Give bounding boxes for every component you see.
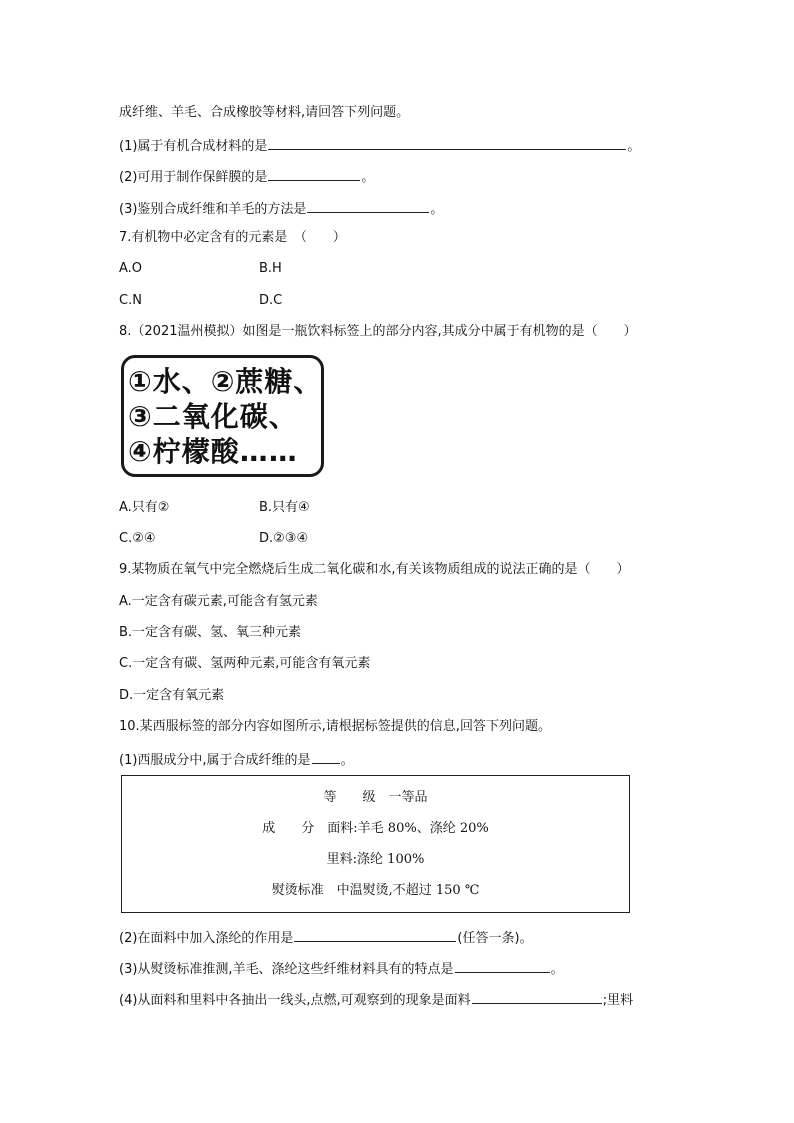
question-10-sub-2 <box>119 927 533 945</box>
tag-ironing-row: 熨烫标准 中温熨烫,不超过 150 ℃ <box>271 883 480 898</box>
subquestion-1-end: 。 <box>627 139 641 154</box>
subquestion-2 <box>119 166 374 184</box>
subquestion-3-text: (3)鉴别合成纤维和羊毛的方法是 <box>119 202 307 217</box>
drink-label-line-2: ③二氧化碳、 <box>128 400 298 433</box>
question-10-sub-3-text: (3)从熨烫标准推测,羊毛、涤纶这些纤维材料具有的特点是 <box>119 962 454 977</box>
subquestion-3-end: 。 <box>430 202 444 217</box>
question-9-option-b[interactable]: B.一定含有碳、氢、氧三种元素 <box>119 625 302 640</box>
subquestion-3 <box>119 198 443 216</box>
answer-blank[interactable] <box>307 198 429 213</box>
question-8-option-d[interactable]: D.②③④ <box>259 531 309 546</box>
question-9-stem: 9.某物质在氧气中完全燃烧后生成二氧化碳和水,有关该物质组成的说法正确的是（ ） <box>119 562 630 577</box>
tag-grade-row: 等 级 一等品 <box>323 790 428 805</box>
answer-blank[interactable] <box>312 749 340 764</box>
answer-blank[interactable] <box>268 135 626 150</box>
tag-lining-row: 里料:涤纶 100% <box>326 852 425 867</box>
question-7-option-a[interactable]: A.O <box>119 261 143 276</box>
question-7-option-c[interactable]: C.N <box>119 293 142 308</box>
question-10-sub-4 <box>119 989 633 1007</box>
question-10-sub-4-end: ;里料 <box>602 993 634 1008</box>
drink-label-line-1: ①水、②蔗糖、 <box>128 365 323 398</box>
question-10-sub-3 <box>119 958 564 976</box>
answer-blank[interactable] <box>268 166 360 181</box>
question-10-sub-2-text: (2)在面料中加入涤纶的作用是 <box>119 931 294 946</box>
answer-blank[interactable] <box>455 958 550 973</box>
question-10-sub-1 <box>119 749 354 767</box>
question-10-sub-1-end: 。 <box>340 753 354 768</box>
question-9-option-d[interactable]: D.一定含有氧元素 <box>119 688 225 703</box>
question-7-stem: 7.有机物中必定含有的元素是 （ ） <box>119 230 346 245</box>
question-9-option-a[interactable]: A.一定含有碳元素,可能含有氢元素 <box>119 594 318 609</box>
answer-blank[interactable] <box>294 927 456 942</box>
suit-tag-figure <box>121 775 630 913</box>
question-8-option-b[interactable]: B.只有④ <box>259 500 310 515</box>
subquestion-1 <box>119 135 640 153</box>
question-10-sub-2-end: (任答一条)。 <box>457 931 533 946</box>
question-7-option-d[interactable]: D.C <box>259 293 283 308</box>
question-10-sub-3-end: 。 <box>550 962 564 977</box>
tag-composition-row: 成 分 面料:羊毛 80%、涤纶 20% <box>262 821 489 836</box>
question-8-stem: 8.（2021温州模拟）如图是一瓶饮料标签上的部分内容,其成分中属于有机物的是（ ） <box>119 324 637 339</box>
question-10-sub-4-text: (4)从面料和里料中各抽出一线头,点燃,可观察到的现象是面料 <box>119 993 471 1008</box>
drink-label-line-3: ④柠檬酸…… <box>128 435 298 468</box>
question-7-option-b[interactable]: B.H <box>259 261 282 276</box>
subquestion-2-end: 。 <box>361 170 375 185</box>
subquestion-1-text: (1)属于有机合成材料的是 <box>119 139 268 154</box>
question-9-option-c[interactable]: C.一定含有碳、氢两种元素,可能含有氧元素 <box>119 656 371 671</box>
question-10-stem: 10.某西服标签的部分内容如图所示,请根据标签提供的信息,回答下列问题。 <box>119 719 551 734</box>
question-8-option-a[interactable]: A.只有② <box>119 500 170 515</box>
question-10-sub-1-text: (1)西服成分中,属于合成纤维的是 <box>119 753 311 768</box>
drink-label-figure <box>121 355 324 477</box>
subquestion-2-text: (2)可用于制作保鲜膜的是 <box>119 170 268 185</box>
question-8-option-c[interactable]: C.②④ <box>119 531 156 546</box>
intro-text: 成纤维、羊毛、合成橡胶等材料,请回答下列问题。 <box>119 105 410 120</box>
answer-blank[interactable] <box>472 989 602 1004</box>
